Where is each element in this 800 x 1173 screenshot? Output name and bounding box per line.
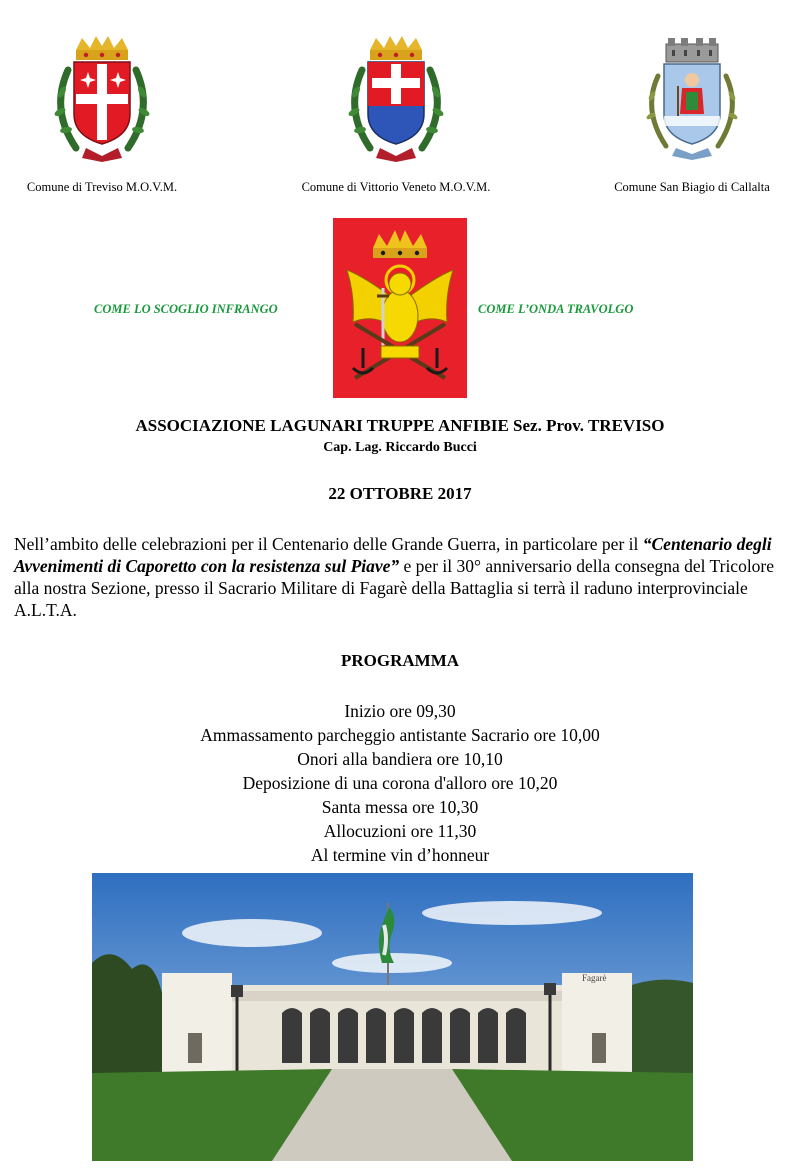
motto-right: COME L’ONDA TRAVOLGO [478,302,634,316]
vittorio-veneto-crest-icon [336,30,456,165]
program-item: Allocuzioni ore 11,30 [323,821,477,841]
event-date: 22 OTTOBRE 2017 [328,484,472,503]
program-item: Onori alla bandiera ore 10,10 [297,749,503,769]
crest-san-biagio [582,30,800,195]
program-title: PROGRAMMA [340,651,460,670]
program-item: Ammassamento parcheggio antistante Sacrario ore 10,00 [200,725,600,745]
sacrario-fagare-photo [92,873,693,1161]
intro-text-after: e per il 30° anniversario della consegna del Tricolore alla nostra Sezione, presso il Sacrario Militare di Fagarè della Battaglia si terrà il raduno interprovinciale A.L.T.A. [14,556,775,620]
treviso-crest-icon [42,30,162,165]
photo-sign-text: Fagarè [582,973,607,983]
crest-caption-treviso: Comune di Treviso M.O.V.M. [26,180,178,194]
crest-treviso [0,30,212,195]
program-item: Al termine vin d’honneur [310,845,490,865]
intro-paragraph [14,533,790,621]
association-section: Cap. Lag. Riccardo Bucci [323,440,477,455]
crest-caption-san-biagio: Comune San Biagio di Callalta [614,180,770,194]
lagunari-lion-emblem-icon [333,218,467,398]
program-item: Deposizione di una corona d'alloro ore 10,20 [242,773,558,793]
san-biagio-crest-icon [632,30,752,165]
program-list [0,699,800,867]
crest-caption-vittorio-veneto: Comune di Vittorio Veneto M.O.V.M. [301,180,491,194]
crest-vittorio-veneto [286,30,506,195]
intro-text-before: Nell’ambito delle celebrazioni per il Centenario delle Grande Guerra, in particolare per il [14,534,643,554]
program-item: Santa messa ore 10,30 [321,797,479,817]
intro-emphasis: “Centenario degli Avvenimenti di Caporetto con la resistenza sul Piave” [14,534,772,576]
motto-left: COME LO SCOGLIO INFRANGO [94,302,278,316]
association-name: ASSOCIAZIONE LAGUNARI TRUPPE ANFIBIE Sez. Prov. TREVISO [135,416,665,435]
program-item: Inizio ore 09,30 [344,701,456,721]
